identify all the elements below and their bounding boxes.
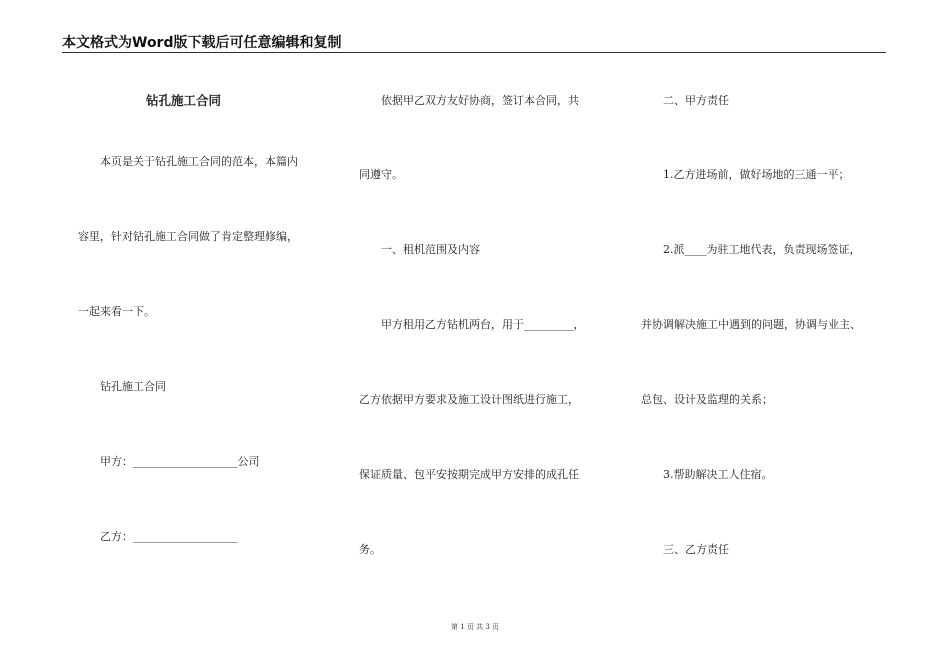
item-2-line-3: 总包、设计及监理的关系； bbox=[641, 393, 773, 406]
para-2-line-1: 甲方租用乙方钻机两台，用于_________， bbox=[381, 318, 585, 331]
header-text: 本文格式为Word版下载后可任意编辑和复制 bbox=[62, 35, 342, 51]
item-3: 3.帮助解决工人住宿。 bbox=[663, 468, 773, 481]
para-1-line-1: 依据甲乙双方友好协商，签订本合同，共 bbox=[381, 94, 579, 107]
item-1: 1.乙方进场前，做好场地的三通一平； bbox=[663, 168, 850, 181]
party-b-line: 乙方：___________________ bbox=[100, 530, 238, 543]
section-3-heading: 三、乙方责任 bbox=[663, 543, 729, 556]
page-number: 第 1 页 共 3 页 bbox=[450, 623, 500, 631]
intro-line-1: 本页是关于钻孔施工合同的范本，本篇内 bbox=[100, 155, 298, 168]
document-title: 钻孔施工合同 bbox=[146, 93, 222, 108]
section-2-heading: 二、甲方责任 bbox=[663, 94, 729, 107]
para-1-line-2: 同遵守。 bbox=[359, 168, 403, 181]
party-a-line: 甲方：___________________公司 bbox=[100, 455, 260, 468]
document-header bbox=[62, 34, 886, 53]
para-2-line-3: 保证质量、包平安按期完成甲方安排的成孔任 bbox=[359, 468, 579, 481]
para-2-line-4: 务。 bbox=[359, 543, 381, 556]
intro-line-2: 容里，针对钻孔施工合同做了肯定整理修编， bbox=[78, 230, 298, 243]
contract-subtitle: 钻孔施工合同 bbox=[100, 380, 166, 393]
intro-line-3: 一起来看一下。 bbox=[78, 305, 155, 318]
para-2-line-2: 乙方依据甲方要求及施工设计图纸进行施工， bbox=[359, 393, 579, 406]
item-2-line-1: 2.派____为驻工地代表，负责现场签证， bbox=[663, 243, 861, 256]
section-1-heading: 一、租机范围及内容 bbox=[381, 243, 480, 256]
item-2-line-2: 并协调解决施工中遇到的问题，协调与业主、 bbox=[641, 318, 861, 331]
